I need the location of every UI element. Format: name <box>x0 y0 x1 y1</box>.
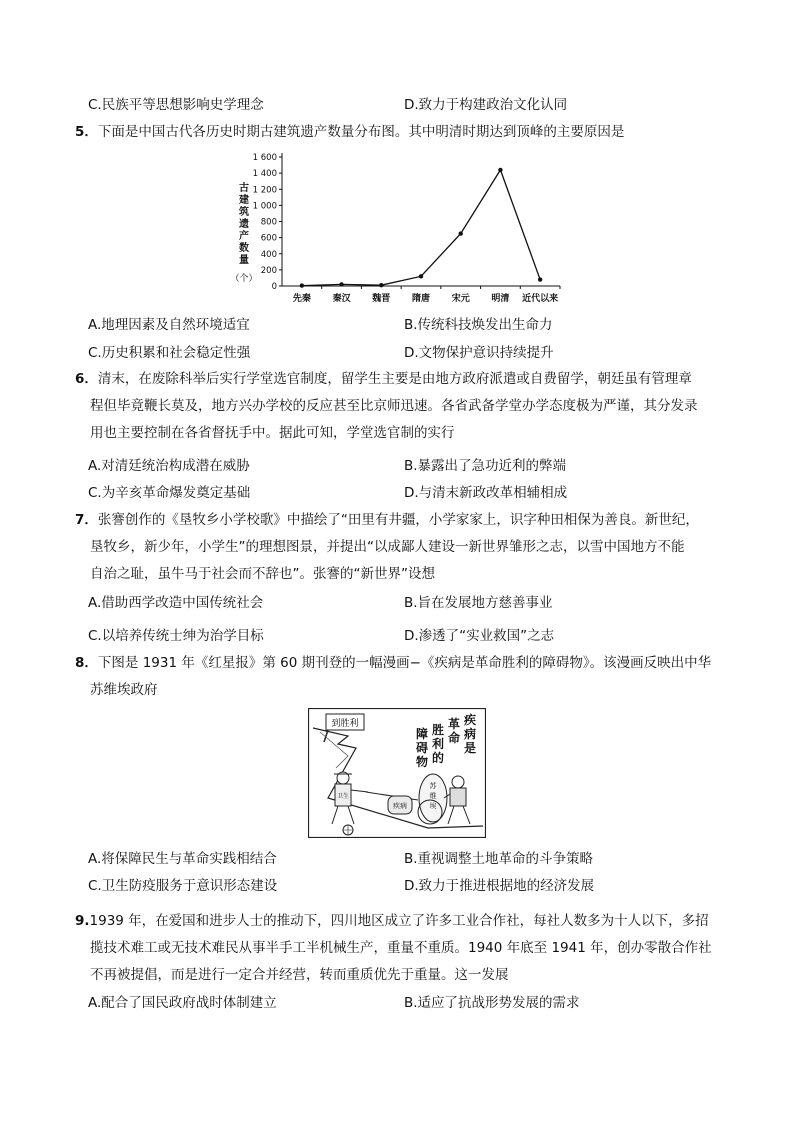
cartoon-title-char: 疾 <box>464 713 477 727</box>
q5-stem-text: 下面是中国古代各历史时期古建筑遗产数量分布图。其中明清时期达到顶峰的主要原因是 <box>97 124 625 140</box>
chart-data-point <box>300 283 304 287</box>
chart-y-ticks <box>253 153 282 292</box>
q8-option-c: C.卫生防疫服务于意识形态建设 <box>88 878 278 894</box>
cartoon-obstacle-label: 疾病 <box>393 802 407 810</box>
q9-number: 9. <box>75 913 90 929</box>
q9-option-b: B.适应了抗战形势发展的需求 <box>404 995 580 1011</box>
q6-option-d: D.与清末新政改革相辅相成 <box>404 485 568 501</box>
chart-y-label-char: 量 <box>239 255 249 266</box>
cartoon-title-char: 病 <box>464 727 477 741</box>
q5-option-b: B.传统科技焕发出生命力 <box>404 317 553 333</box>
chart-x-tick-label: 明清 <box>491 294 510 304</box>
cartoon-title-char: 的 <box>432 751 445 765</box>
q4-option-d: D.致力于构建政治文化认同 <box>404 97 568 113</box>
q6-option-b: B.暴露出了急功近利的弊端 <box>404 458 567 474</box>
chart-x-tick-label: 宋元 <box>451 294 470 304</box>
chart-x-tick-label: 秦汉 <box>332 294 351 304</box>
chart-y-label-char: 筑 <box>239 207 249 218</box>
q5-chart <box>230 145 570 310</box>
cartoon-title-char: 命 <box>448 731 461 745</box>
chart-data-point <box>459 231 463 235</box>
cartoon-obstacle <box>388 796 412 814</box>
q8-cartoon <box>308 708 486 838</box>
q4-option-c: C.民族平等思想影响史学理念 <box>88 97 264 113</box>
cartoon-title-char: 胜 <box>432 723 445 737</box>
q9-line-3: 不再被提倡，而是进行一定合并经营，转而重质优先于重量。这一发展 <box>90 967 509 983</box>
q6-number: 6． <box>75 371 98 387</box>
chart-data-point <box>379 283 383 287</box>
q7-option-b: B.旨在发展地方慈善事业 <box>404 595 553 611</box>
chart-y-label-char: 遗 <box>239 219 249 230</box>
chart-y-label-char: 产 <box>239 231 249 242</box>
cartoon-title-char: 碍 <box>416 741 429 755</box>
q7-line-3: 自治之耻，虽牛马于社会而不辞也”。张謇的“新世界”设想 <box>90 566 435 582</box>
chart-data-point <box>498 168 502 172</box>
q8-option-b: B.重视调整土地革命的斗争策略 <box>404 851 594 867</box>
chart-y-tick-label: 1 000 <box>252 201 277 212</box>
chart-y-tick-label: 1 200 <box>252 185 277 196</box>
cartoon-cart-label-2: 维 <box>429 792 437 800</box>
q8-line-1: 下图是 1931 年《红星报》第 60 期刊登的一幅漫画−《疾病是革命胜利的障碍物》。该漫画反映出中华 <box>97 655 712 671</box>
chart-x-tick-label: 隋唐 <box>411 294 431 304</box>
q5-option-d: D.文物保护意识持续提升 <box>404 345 554 361</box>
chart-data-point <box>419 274 423 278</box>
q8-line-2: 苏维埃政府 <box>90 682 158 698</box>
q6-line-2: 程但毕竟鞭长莫及，地方兴办学校的反应甚至比京师迅速。各省武备学堂办学态度极为严谨，其分发录 <box>90 398 698 414</box>
q7-option-a: A.借助西学改造中国传统社会 <box>88 595 264 611</box>
q5-stem <box>75 123 624 141</box>
chart-x-tick-label: 先秦 <box>292 294 311 304</box>
cartoon-cart-label-1: 苏 <box>429 782 437 790</box>
chart-data-point <box>339 282 343 286</box>
q7-option-d: D.渗透了“实业救国”之志 <box>404 628 555 644</box>
cartoon-cart-label-3: 埃 <box>429 802 437 810</box>
q8-number: 8． <box>75 655 98 671</box>
q9-line-2: 揽技术难工或无技术难民从事半手工半机械生产，重量不重质。1940 年底至 1941 年，创办零散合作社 <box>90 940 712 956</box>
chart-y-label-char: 古 <box>239 183 249 194</box>
chart-y-tick-label: 400 <box>260 249 277 260</box>
q6-line-1: 清末，在废除科举后实行学堂选官制度，留学生主要是由地方政府派遣或自费留学，朝廷虽有管理章 <box>97 371 692 387</box>
chart-x-ticks <box>293 286 560 304</box>
chart-y-unit: （个） <box>230 274 258 284</box>
chart-y-label-char: 数 <box>239 243 249 254</box>
q6-line-3: 用也主要控制在各省督抚手中。据此可知，学堂选官制的实行 <box>90 425 455 441</box>
chart-y-axis-label <box>230 181 257 284</box>
cartoon-title-char: 物 <box>416 755 429 769</box>
q9-line-1: 1939 年，在爱国和进步人士的推动下，四川地区成立了许多工业合作社，每社人数多为十人以下，多招 <box>89 913 709 929</box>
q9-option-a: A.配合了国民政府战时体制建立 <box>88 995 277 1011</box>
chart-y-tick-label: 600 <box>260 233 277 244</box>
q9-stem <box>75 908 712 989</box>
chart-x-tick-label: 近代以来 <box>522 294 559 304</box>
cartoon-soldier-label: 卫生 <box>336 793 350 800</box>
q5-number: 5． <box>75 124 98 140</box>
cartoon-title-char: 利 <box>432 737 445 751</box>
chart-y-tick-label: 1 400 <box>252 169 277 180</box>
q5-option-a: A.地理因素及自然环境适宜 <box>88 317 250 333</box>
q6-option-a: A.对清廷统治构成潜在威胁 <box>88 458 250 474</box>
q5-option-c: C.历史积累和社会稳定性强 <box>88 345 251 361</box>
q8-stem <box>75 650 711 704</box>
chart-y-tick-label: 1 600 <box>252 153 277 163</box>
chart-data-point <box>538 277 542 281</box>
chart-y-tick-label: 200 <box>260 265 277 276</box>
chart-x-tick-label: 魏晋 <box>372 294 391 304</box>
q7-number: 7． <box>75 512 98 528</box>
cartoon-title-char: 革 <box>448 717 461 731</box>
chart-series <box>300 168 543 288</box>
q7-stem <box>75 507 699 588</box>
cartoon-title-char: 是 <box>464 741 477 755</box>
chart-y-tick-label: 0 <box>271 282 277 292</box>
q6-stem <box>75 366 698 447</box>
q6-option-c: C.为辛亥革命爆发奠定基础 <box>88 485 251 501</box>
q7-line-2: 垦牧乡，新少年，小学生”的理想图景，并提出“以成鄙人建设一新世界雏形之志，以雪中国地方不能 <box>90 539 685 555</box>
q8-option-d: D.致力于推进根据地的经济发展 <box>404 878 595 894</box>
cartoon-title-char: 障 <box>416 727 429 741</box>
q8-option-a: A.将保障民生与革命实践相结合 <box>88 851 277 867</box>
cartoon-sign-text: 到胜利 <box>331 719 359 729</box>
q7-option-c: C.以培养传统士绅为治学目标 <box>88 628 264 644</box>
chart-y-label-char: 建 <box>239 195 249 206</box>
chart-y-tick-label: 800 <box>260 217 277 228</box>
chart-series-line <box>302 170 540 286</box>
q7-line-1: 张謇创作的《垦牧乡小学校歌》中描绘了“田里有井疆，小学家家上，识字种田相保为善良。新世纪， <box>97 512 699 528</box>
